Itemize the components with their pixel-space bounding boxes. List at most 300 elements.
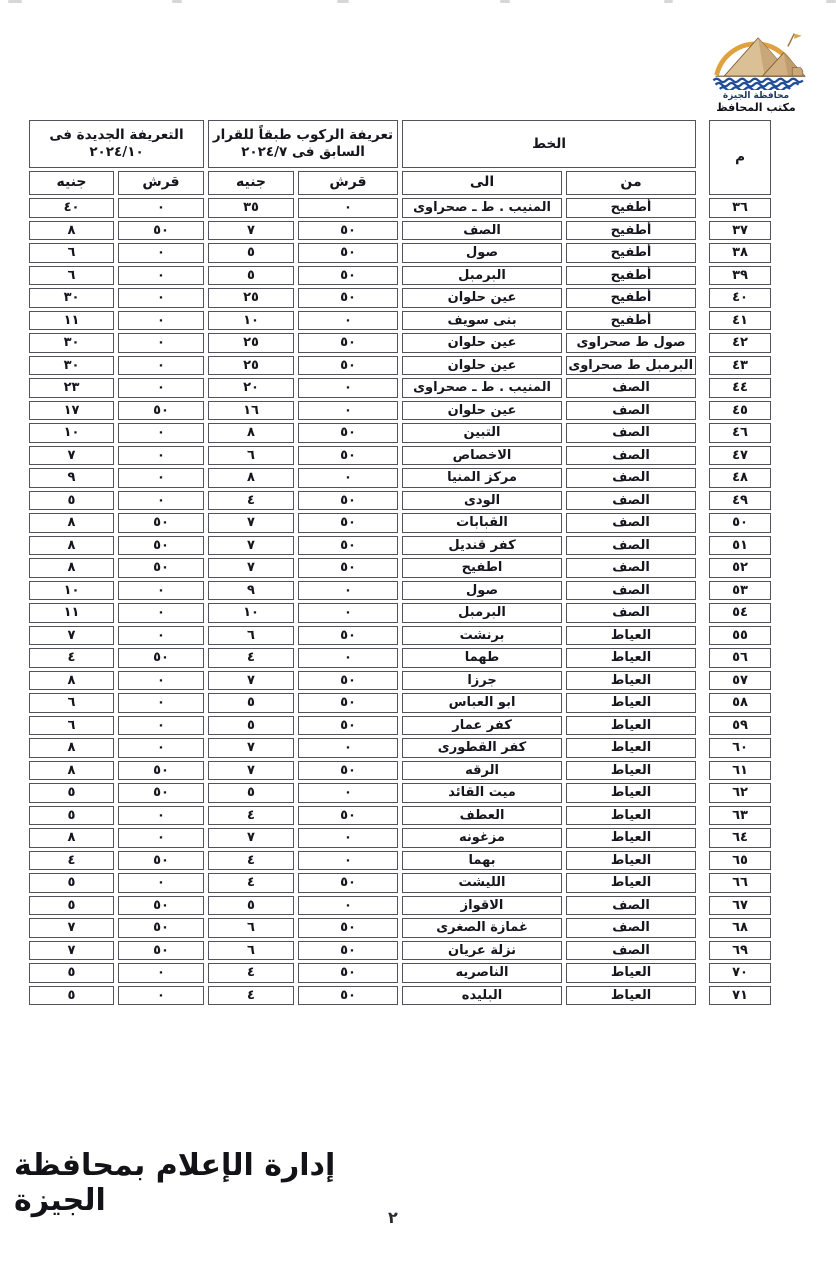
prev-qirsh-cell: ٥٠ xyxy=(298,446,398,466)
to-cell: ابو العباس xyxy=(402,693,562,713)
prev-qirsh-cell: ٥٠ xyxy=(298,288,398,308)
new-qirsh-cell: ٠ xyxy=(118,446,204,466)
prev-qirsh-cell: ٠ xyxy=(298,198,398,218)
column-gap xyxy=(700,120,705,195)
from-cell: الصف xyxy=(566,378,696,398)
fare-table-row xyxy=(29,716,771,736)
prev-qirsh-cell: ٥٠ xyxy=(298,266,398,286)
new-qirsh-cell: ٠ xyxy=(118,423,204,443)
row-serial-cell: ٤١ xyxy=(709,311,771,331)
row-serial-cell: ٦٣ xyxy=(709,806,771,826)
column-gap xyxy=(700,626,705,646)
prev-qirsh-cell: ٥٠ xyxy=(298,671,398,691)
prev-qirsh-cell: ٠ xyxy=(298,828,398,848)
prev-genih-cell: ٤ xyxy=(208,851,294,871)
new-genih-cell: ٢٣ xyxy=(29,378,114,398)
new-genih-cell: ٤ xyxy=(29,851,114,871)
to-cell: الودى xyxy=(402,491,562,511)
prev-qirsh-cell: ٠ xyxy=(298,603,398,623)
fare-table-header xyxy=(29,120,771,195)
prev-genih-cell: ٧ xyxy=(208,558,294,578)
row-serial-cell: ٦٤ xyxy=(709,828,771,848)
to-cell: اطفيح xyxy=(402,558,562,578)
prev-qirsh-cell: ٠ xyxy=(298,851,398,871)
to-cell: جرزا xyxy=(402,671,562,691)
new-genih-cell: ٣٠ xyxy=(29,356,114,376)
from-cell: العياط xyxy=(566,806,696,826)
new-qirsh-cell: ٠ xyxy=(118,626,204,646)
prev-qirsh-cell: ٥٠ xyxy=(298,806,398,826)
from-cell: الصف xyxy=(566,896,696,916)
new-qirsh-cell: ٥٠ xyxy=(118,761,204,781)
column-gap xyxy=(700,918,705,938)
row-serial-cell: ٤٧ xyxy=(709,446,771,466)
from-cell: الصف xyxy=(566,491,696,511)
prev-genih-cell: ٤ xyxy=(208,873,294,893)
from-cell: العياط xyxy=(566,851,696,871)
to-cell: مركز المنيا xyxy=(402,468,562,488)
fare-table-row xyxy=(29,243,771,263)
new-genih-cell: ٤٠ xyxy=(29,198,114,218)
to-cell: مزغونه xyxy=(402,828,562,848)
new-genih-cell: ٨ xyxy=(29,671,114,691)
fare-table-row xyxy=(29,806,771,826)
prev-qirsh-cell: ٥٠ xyxy=(298,491,398,511)
to-cell: كفر قنديل xyxy=(402,536,562,556)
new-qirsh-cell: ٥٠ xyxy=(118,513,204,533)
footer-department-title: إدارة الإعلام بمحافظة الجيزة xyxy=(14,1148,336,1218)
prev-qirsh-cell: ٥٠ xyxy=(298,536,398,556)
scan-speck xyxy=(826,0,836,3)
prev-genih-cell: ٧ xyxy=(208,221,294,241)
header-to: الى xyxy=(402,171,562,195)
new-qirsh-cell: ٥٠ xyxy=(118,401,204,421)
fare-table-row xyxy=(29,288,771,308)
row-serial-cell: ٦٩ xyxy=(709,941,771,961)
fare-table-row xyxy=(29,536,771,556)
scan-speck xyxy=(664,0,673,3)
fare-table-row xyxy=(29,266,771,286)
from-cell: العياط xyxy=(566,626,696,646)
column-gap xyxy=(700,446,705,466)
to-cell: نزلة عريان xyxy=(402,941,562,961)
new-genih-cell: ٨ xyxy=(29,828,114,848)
new-qirsh-cell: ٠ xyxy=(118,356,204,376)
column-gap xyxy=(700,851,705,871)
prev-genih-cell: ٤ xyxy=(208,491,294,511)
column-gap xyxy=(700,536,705,556)
fare-table-row xyxy=(29,401,771,421)
column-gap xyxy=(700,896,705,916)
column-gap xyxy=(700,716,705,736)
prev-qirsh-cell: ٥٠ xyxy=(298,558,398,578)
row-serial-cell: ٤٢ xyxy=(709,333,771,353)
row-serial-cell: ٦٧ xyxy=(709,896,771,916)
new-genih-cell: ٥ xyxy=(29,873,114,893)
prev-genih-cell: ٦ xyxy=(208,941,294,961)
prev-genih-cell: ٢٥ xyxy=(208,333,294,353)
prev-qirsh-cell: ٥٠ xyxy=(298,918,398,938)
new-qirsh-cell: ٠ xyxy=(118,806,204,826)
new-genih-cell: ١٧ xyxy=(29,401,114,421)
new-genih-cell: ٣٠ xyxy=(29,333,114,353)
header-line-group: الخط xyxy=(402,120,696,168)
to-cell: الليشت xyxy=(402,873,562,893)
new-genih-cell: ٧ xyxy=(29,626,114,646)
prev-qirsh-cell: ٥٠ xyxy=(298,941,398,961)
fare-table-row xyxy=(29,738,771,758)
new-qirsh-cell: ٠ xyxy=(118,603,204,623)
column-gap xyxy=(700,761,705,781)
fare-table-row xyxy=(29,626,771,646)
column-gap xyxy=(700,941,705,961)
from-cell: الصف xyxy=(566,918,696,938)
fare-table-row xyxy=(29,671,771,691)
prev-genih-cell: ٤ xyxy=(208,986,294,1006)
new-qirsh-cell: ٥٠ xyxy=(118,851,204,871)
column-gap xyxy=(700,806,705,826)
new-qirsh-cell: ٥٠ xyxy=(118,918,204,938)
prev-genih-cell: ٧ xyxy=(208,513,294,533)
new-genih-cell: ٧ xyxy=(29,941,114,961)
prev-qirsh-cell: ٠ xyxy=(298,378,398,398)
row-serial-cell: ٣٨ xyxy=(709,243,771,263)
prev-qirsh-cell: ٥٠ xyxy=(298,716,398,736)
giza-governorate-logo xyxy=(693,24,819,114)
from-cell: الصف xyxy=(566,941,696,961)
prev-qirsh-cell: ٠ xyxy=(298,648,398,668)
fare-table-row xyxy=(29,761,771,781)
from-cell: العياط xyxy=(566,783,696,803)
prev-genih-cell: ٤ xyxy=(208,806,294,826)
prev-genih-cell: ٥ xyxy=(208,266,294,286)
from-cell: الصف xyxy=(566,401,696,421)
to-cell: صول xyxy=(402,581,562,601)
from-cell: الصف xyxy=(566,581,696,601)
from-cell: العياط xyxy=(566,738,696,758)
row-serial-cell: ٥٩ xyxy=(709,716,771,736)
new-genih-cell: ٦ xyxy=(29,266,114,286)
from-cell: الصف xyxy=(566,536,696,556)
header-prev-qirsh: قرش xyxy=(298,171,398,195)
to-cell: كفر عمار xyxy=(402,716,562,736)
row-serial-cell: ٥٢ xyxy=(709,558,771,578)
column-gap xyxy=(700,221,705,241)
prev-qirsh-cell: ٥٠ xyxy=(298,626,398,646)
prev-qirsh-cell: ٠ xyxy=(298,783,398,803)
prev-qirsh-cell: ٥٠ xyxy=(298,986,398,1006)
from-cell: العياط xyxy=(566,963,696,983)
prev-genih-cell: ٢٥ xyxy=(208,288,294,308)
prev-qirsh-cell: ٥٠ xyxy=(298,423,398,443)
from-cell: الصف xyxy=(566,603,696,623)
prev-qirsh-cell: ٠ xyxy=(298,581,398,601)
column-gap xyxy=(700,783,705,803)
prev-genih-cell: ٥ xyxy=(208,783,294,803)
fare-table-row xyxy=(29,648,771,668)
prev-genih-cell: ٦ xyxy=(208,918,294,938)
prev-genih-cell: ٧ xyxy=(208,671,294,691)
column-gap xyxy=(700,491,705,511)
row-serial-cell: ٣٩ xyxy=(709,266,771,286)
prev-genih-cell: ٥ xyxy=(208,716,294,736)
new-qirsh-cell: ٠ xyxy=(118,198,204,218)
from-cell: صول ط صحراوى xyxy=(566,333,696,353)
column-gap xyxy=(700,356,705,376)
to-cell: عين حلوان xyxy=(402,356,562,376)
prev-qirsh-cell: ٥٠ xyxy=(298,221,398,241)
new-genih-cell: ٧ xyxy=(29,918,114,938)
prev-genih-cell: ١٠ xyxy=(208,603,294,623)
column-gap xyxy=(700,333,705,353)
prev-genih-cell: ٤ xyxy=(208,963,294,983)
prev-genih-cell: ٥ xyxy=(208,693,294,713)
prev-qirsh-cell: ٥٠ xyxy=(298,356,398,376)
row-serial-cell: ٤٠ xyxy=(709,288,771,308)
row-serial-cell: ٦٠ xyxy=(709,738,771,758)
from-cell: أطفيح xyxy=(566,266,696,286)
column-gap xyxy=(700,671,705,691)
new-genih-cell: ٨ xyxy=(29,513,114,533)
fare-table-row xyxy=(29,468,771,488)
scan-speck xyxy=(500,0,510,3)
prev-genih-cell: ١٠ xyxy=(208,311,294,331)
header-new-qirsh: قرش xyxy=(118,171,204,195)
new-qirsh-cell: ٠ xyxy=(118,716,204,736)
to-cell: البليده xyxy=(402,986,562,1006)
column-gap xyxy=(700,288,705,308)
new-genih-cell: ٨ xyxy=(29,761,114,781)
from-cell: العياط xyxy=(566,671,696,691)
column-gap xyxy=(700,693,705,713)
to-cell: القبابات xyxy=(402,513,562,533)
fare-table-row xyxy=(29,198,771,218)
from-cell: البرمبل ط صحراوى xyxy=(566,356,696,376)
prev-genih-cell: ٤ xyxy=(208,648,294,668)
row-serial-cell: ٥٨ xyxy=(709,693,771,713)
prev-genih-cell: ٣٥ xyxy=(208,198,294,218)
new-qirsh-cell: ٠ xyxy=(118,986,204,1006)
to-cell: عين حلوان xyxy=(402,288,562,308)
prev-genih-cell: ٢٥ xyxy=(208,356,294,376)
header-new-tariff-group: التعريفة الجديدة فى ٢٠٢٤/١٠ xyxy=(29,120,204,168)
fare-table-row xyxy=(29,986,771,1006)
from-cell: أطفيح xyxy=(566,198,696,218)
row-serial-cell: ٥١ xyxy=(709,536,771,556)
fare-table-row xyxy=(29,356,771,376)
column-gap xyxy=(700,243,705,263)
from-cell: أطفيح xyxy=(566,221,696,241)
new-genih-cell: ٣٠ xyxy=(29,288,114,308)
row-serial-cell: ٧٠ xyxy=(709,963,771,983)
prev-qirsh-cell: ٥٠ xyxy=(298,243,398,263)
header-from: من xyxy=(566,171,696,195)
new-qirsh-cell: ٥٠ xyxy=(118,896,204,916)
new-qirsh-cell: ٠ xyxy=(118,266,204,286)
new-genih-cell: ٥ xyxy=(29,896,114,916)
fare-table-row xyxy=(29,783,771,803)
prev-qirsh-cell: ٥٠ xyxy=(298,693,398,713)
column-gap xyxy=(700,581,705,601)
row-serial-cell: ٤٦ xyxy=(709,423,771,443)
new-genih-cell: ٨ xyxy=(29,536,114,556)
to-cell: غمازة الصغرى xyxy=(402,918,562,938)
prev-qirsh-cell: ٥٠ xyxy=(298,873,398,893)
row-serial-cell: ٦٦ xyxy=(709,873,771,893)
fare-table-row xyxy=(29,558,771,578)
column-gap xyxy=(700,963,705,983)
prev-genih-cell: ٦ xyxy=(208,626,294,646)
new-qirsh-cell: ٠ xyxy=(118,491,204,511)
new-genih-cell: ٨ xyxy=(29,558,114,578)
to-cell: الاخصاص xyxy=(402,446,562,466)
to-cell: المنيب . ط ـ صحراوى xyxy=(402,378,562,398)
to-cell: الرقه xyxy=(402,761,562,781)
fare-table-row xyxy=(29,896,771,916)
new-genih-cell: ٧ xyxy=(29,446,114,466)
new-qirsh-cell: ٥٠ xyxy=(118,221,204,241)
row-serial-cell: ٥٥ xyxy=(709,626,771,646)
from-cell: العياط xyxy=(566,761,696,781)
column-gap xyxy=(700,558,705,578)
row-serial-cell: ٣٧ xyxy=(709,221,771,241)
new-genih-cell: ٦ xyxy=(29,693,114,713)
from-cell: الصف xyxy=(566,468,696,488)
prev-genih-cell: ٧ xyxy=(208,761,294,781)
to-cell: المنيب . ط ـ صحراوى xyxy=(402,198,562,218)
prev-qirsh-cell: ٠ xyxy=(298,401,398,421)
new-qirsh-cell: ٠ xyxy=(118,581,204,601)
row-serial-cell: ٦٥ xyxy=(709,851,771,871)
column-gap xyxy=(700,873,705,893)
column-gap xyxy=(700,423,705,443)
to-cell: التبين xyxy=(402,423,562,443)
prev-qirsh-cell: ٠ xyxy=(298,738,398,758)
new-genih-cell: ٥ xyxy=(29,806,114,826)
header-previous-tariff-group: تعريفة الركوب طبقاً للقرار السابق فى ٢٠٢٤/٧ xyxy=(208,120,398,168)
new-genih-cell: ٥ xyxy=(29,963,114,983)
prev-qirsh-cell: ٥٠ xyxy=(298,761,398,781)
row-serial-cell: ٦١ xyxy=(709,761,771,781)
column-gap xyxy=(700,378,705,398)
to-cell: ميت القائد xyxy=(402,783,562,803)
fare-table-row xyxy=(29,423,771,443)
new-genih-cell: ١١ xyxy=(29,311,114,331)
row-serial-cell: ٥٣ xyxy=(709,581,771,601)
new-qirsh-cell: ٥٠ xyxy=(118,648,204,668)
new-qirsh-cell: ٠ xyxy=(118,333,204,353)
fare-table-row xyxy=(29,963,771,983)
new-genih-cell: ٨ xyxy=(29,221,114,241)
header-new-genih: جنيه xyxy=(29,171,114,195)
row-serial-cell: ٥٠ xyxy=(709,513,771,533)
fare-table xyxy=(25,117,775,1008)
fare-table-row xyxy=(29,693,771,713)
fare-table-row xyxy=(29,603,771,623)
fare-table-row xyxy=(29,918,771,938)
row-serial-cell: ٤٥ xyxy=(709,401,771,421)
from-cell: الصف xyxy=(566,558,696,578)
new-genih-cell: ٥ xyxy=(29,491,114,511)
from-cell: العياط xyxy=(566,648,696,668)
prev-qirsh-cell: ٠ xyxy=(298,896,398,916)
new-qirsh-cell: ٥٠ xyxy=(118,536,204,556)
logo-office-name: مكتب المحافظ xyxy=(716,101,796,114)
from-cell: أطفيح xyxy=(566,243,696,263)
column-gap xyxy=(700,513,705,533)
fare-table-row xyxy=(29,873,771,893)
prev-qirsh-cell: ٥٠ xyxy=(298,513,398,533)
prev-qirsh-cell: ٠ xyxy=(298,468,398,488)
from-cell: الصف xyxy=(566,423,696,443)
fare-table-row xyxy=(29,581,771,601)
row-serial-cell: ٥٤ xyxy=(709,603,771,623)
header-serial: م xyxy=(709,120,771,195)
row-serial-cell: ٥٦ xyxy=(709,648,771,668)
prev-qirsh-cell: ٠ xyxy=(298,311,398,331)
row-serial-cell: ٣٦ xyxy=(709,198,771,218)
new-qirsh-cell: ٠ xyxy=(118,378,204,398)
prev-genih-cell: ٢٠ xyxy=(208,378,294,398)
new-genih-cell: ٥ xyxy=(29,783,114,803)
new-genih-cell: ٦ xyxy=(29,243,114,263)
fare-table-row xyxy=(29,491,771,511)
to-cell: عين حلوان xyxy=(402,401,562,421)
to-cell: البرمبل xyxy=(402,266,562,286)
new-qirsh-cell: ٠ xyxy=(118,311,204,331)
from-cell: العياط xyxy=(566,716,696,736)
prev-genih-cell: ١٦ xyxy=(208,401,294,421)
row-serial-cell: ٤٩ xyxy=(709,491,771,511)
fare-table-row xyxy=(29,333,771,353)
prev-genih-cell: ٩ xyxy=(208,581,294,601)
from-cell: الصف xyxy=(566,513,696,533)
to-cell: بنى سويف xyxy=(402,311,562,331)
column-gap xyxy=(700,986,705,1006)
column-gap xyxy=(700,648,705,668)
to-cell: الاقواز xyxy=(402,896,562,916)
new-qirsh-cell: ٥٠ xyxy=(118,558,204,578)
to-cell: كفر القطورى xyxy=(402,738,562,758)
prev-genih-cell: ٧ xyxy=(208,828,294,848)
new-qirsh-cell: ٠ xyxy=(118,243,204,263)
row-serial-cell: ٤٤ xyxy=(709,378,771,398)
header-prev-genih: جنيه xyxy=(208,171,294,195)
to-cell: برنشت xyxy=(402,626,562,646)
page-number: ٢ xyxy=(388,1208,398,1227)
new-qirsh-cell: ٠ xyxy=(118,873,204,893)
fare-table-row xyxy=(29,513,771,533)
new-qirsh-cell: ٠ xyxy=(118,738,204,758)
prev-genih-cell: ٥ xyxy=(208,896,294,916)
to-cell: البرمبل xyxy=(402,603,562,623)
row-serial-cell: ٤٨ xyxy=(709,468,771,488)
fare-table-row xyxy=(29,446,771,466)
column-gap xyxy=(700,603,705,623)
logo-governorate-name: محافظة الجيزة xyxy=(722,91,790,101)
column-gap xyxy=(700,311,705,331)
to-cell: الناصريه xyxy=(402,963,562,983)
new-genih-cell: ١٠ xyxy=(29,423,114,443)
new-qirsh-cell: ٥٠ xyxy=(118,783,204,803)
scan-speck xyxy=(172,0,182,3)
from-cell: العياط xyxy=(566,986,696,1006)
row-serial-cell: ٥٧ xyxy=(709,671,771,691)
to-cell: صول xyxy=(402,243,562,263)
to-cell: طهما xyxy=(402,648,562,668)
new-genih-cell: ٥ xyxy=(29,986,114,1006)
new-genih-cell: ١١ xyxy=(29,603,114,623)
